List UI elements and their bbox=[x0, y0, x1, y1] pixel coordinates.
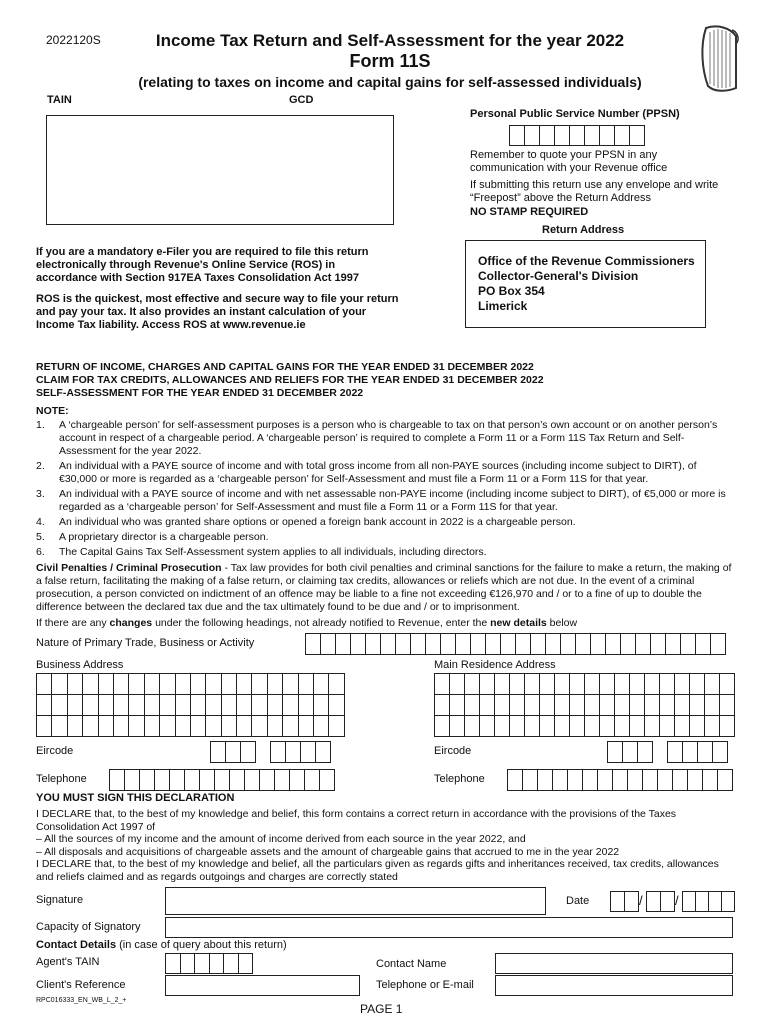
contact-details-title: Contact Details bbox=[36, 939, 117, 951]
gcd-label: GCD bbox=[289, 94, 314, 106]
eircode-routing-boxes-business[interactable] bbox=[210, 741, 256, 763]
ppsn-boxes[interactable] bbox=[510, 125, 645, 146]
capacity-label: Capacity of Signatory bbox=[36, 921, 141, 933]
note-item bbox=[36, 516, 736, 529]
declaration-text bbox=[36, 808, 736, 883]
eircode-unique-boxes-business[interactable] bbox=[270, 741, 331, 763]
return-address-line: Collector-General's Division bbox=[478, 269, 639, 283]
note-text: An individual with a PAYE source of income and with net assessable non-PAYE income (including income subject to DIRT), of €5,000 or more is regarded as a ‘chargeable person’ for Self-Assessment and must file a Form 11 or a Form 11S for that year. bbox=[59, 488, 726, 513]
return-address-line: PO Box 354 bbox=[478, 284, 545, 298]
tain-label: TAIN bbox=[47, 94, 72, 106]
note-number: 2. bbox=[36, 460, 45, 472]
penalties-paragraph bbox=[36, 562, 736, 614]
telephone-label-business: Telephone bbox=[36, 773, 87, 785]
form-subtitle: (relating to taxes on income and capital gains for self-assessed individuals) bbox=[138, 74, 642, 90]
note-item bbox=[36, 546, 736, 559]
harp-emblem-icon bbox=[696, 22, 742, 96]
return-address-label: Return Address bbox=[542, 224, 625, 236]
penalties-title: Civil Penalties / Criminal Prosecution bbox=[36, 562, 222, 574]
agents-tain-boxes[interactable] bbox=[165, 953, 253, 974]
date-label: Date bbox=[566, 895, 590, 907]
note-number: 5. bbox=[36, 531, 45, 543]
note-text: A ‘chargeable person’ for self-assessment purposes is a person who is chargeable to tax on that person’s own account or on another person’s account in respect of a chargeable period. A ‘chargeable person’ is required to complete a Form 11 or a Form 11S Tax Return and Self-Assessment for the year 2022. bbox=[59, 419, 718, 457]
signature-label: Signature bbox=[36, 894, 84, 906]
note-item bbox=[36, 460, 736, 486]
efiler-notice: If you are a mandatory e-Filer you are required to file this return electronically through Revenue's Online Service (ROS) in accordance with Section 917EA Taxes Consolidation Act 1997 bbox=[36, 246, 369, 284]
note-number: 6. bbox=[36, 546, 45, 558]
changes-text: If there are any bbox=[36, 617, 110, 629]
form-name: Form 11S bbox=[349, 51, 431, 71]
note-text: A proprietary director is a chargeable person. bbox=[59, 531, 269, 543]
nature-of-trade-boxes[interactable] bbox=[305, 633, 726, 655]
note-text: An individual who was granted share options or opened a foreign bank account in 2022 is a chargeable person. bbox=[59, 516, 576, 528]
note-item bbox=[36, 419, 736, 458]
main-residence-label: Main Residence Address bbox=[434, 659, 556, 671]
business-address-label: Business Address bbox=[36, 659, 124, 671]
declaration-line: I DECLARE that, to the best of my knowledge and belief, this form contains a correct return in accordance with the provisions of the Taxes Consolidation Act 1997 of bbox=[36, 808, 677, 833]
heading-claim-credits: CLAIM FOR TAX CREDITS, ALLOWANCES AND RELIEFS FOR THE YEAR ENDED 31 DECEMBER 2022 bbox=[36, 374, 544, 386]
declaration-line: I DECLARE that, to the best of my knowledge and belief, all the particulars given as regards gifts and inheritances received, tax credits, allowances and reliefs claimed and as regards outgoings and charges are correctly stated bbox=[36, 858, 719, 883]
note-number: 1. bbox=[36, 419, 45, 431]
contact-name-field[interactable] bbox=[495, 953, 733, 974]
date-year-boxes[interactable] bbox=[682, 891, 735, 912]
ppsn-label: Personal Public Service Number (PPSN) bbox=[470, 108, 680, 120]
note-item bbox=[36, 488, 736, 514]
date-month-boxes[interactable] bbox=[646, 891, 675, 912]
no-stamp-required: NO STAMP REQUIRED bbox=[470, 206, 589, 218]
return-address-line: Limerick bbox=[478, 299, 528, 313]
declaration-title: YOU MUST SIGN THIS DECLARATION bbox=[36, 792, 235, 804]
telephone-email-field[interactable] bbox=[495, 975, 733, 996]
declaration-line: – All the sources of my income and the amount of income derived from each source in the year 2022, and bbox=[36, 833, 526, 845]
note-item bbox=[36, 531, 736, 544]
new-details-bold: new details bbox=[490, 617, 547, 629]
date-day-boxes[interactable] bbox=[610, 891, 639, 912]
telephone-email-label: Telephone or E-mail bbox=[376, 979, 474, 991]
capacity-field[interactable] bbox=[165, 917, 733, 938]
page-number: PAGE 1 bbox=[360, 1002, 403, 1016]
footer-code: RPC016333_EN_WB_L_2_+ bbox=[36, 997, 127, 1004]
signature-field[interactable] bbox=[165, 887, 546, 915]
changes-text: below bbox=[546, 617, 578, 629]
contact-name-label: Contact Name bbox=[376, 958, 447, 970]
ros-notice: ROS is the quickest, most effective and secure way to file your return and pay your tax. It also provides an instant calculation of your Income Tax liability. Access ROS at www.revenue.ie bbox=[36, 293, 399, 331]
penalties-text: - Tax law provides for both civil penalties and criminal sanctions for the failure to make a return, the making of a false return, facilitating the making of a false return, or claiming tax credits, allowances or reliefs which are not due. In the event of a criminal prosecution, a person convicted on indictment of an offence may be liable to a fine not exceeding €126,970 and / or to a fine of up to double the difference between the declared tax due and the tax ultimately found to be due and / or to imprisonment. bbox=[36, 562, 732, 613]
telephone-label-residence: Telephone bbox=[434, 773, 485, 785]
agents-tain-label: Agent's TAIN bbox=[36, 956, 100, 968]
contact-details-note: (in case of query about this return) bbox=[116, 939, 287, 951]
return-address-line: Office of the Revenue Commissioners bbox=[478, 254, 695, 268]
note-number: 3. bbox=[36, 488, 45, 500]
business-address-boxes[interactable] bbox=[36, 673, 345, 737]
form-title: Income Tax Return and Self-Assessment for the year 2022 bbox=[155, 31, 625, 50]
heading-self-assessment: SELF-ASSESSMENT FOR THE YEAR ENDED 31 DECEMBER 2022 bbox=[36, 387, 364, 399]
date-separator: / bbox=[639, 893, 643, 908]
main-residence-boxes[interactable] bbox=[434, 673, 735, 737]
clients-reference-label: Client's Reference bbox=[36, 979, 126, 991]
note-text: The Capital Gains Tax Self-Assessment system applies to all individuals, including directors. bbox=[59, 546, 487, 558]
date-separator: / bbox=[675, 893, 679, 908]
clients-reference-field[interactable] bbox=[165, 975, 360, 996]
heading-return-of-income: RETURN OF INCOME, CHARGES AND CAPITAL GAINS FOR THE YEAR ENDED 31 DECEMBER 2022 bbox=[36, 361, 534, 373]
eircode-label-business: Eircode bbox=[36, 745, 74, 757]
changes-text: under the following headings, not already notified to Revenue, enter the bbox=[152, 617, 491, 629]
notes-section bbox=[36, 405, 736, 559]
return-address-box bbox=[465, 240, 706, 328]
telephone-boxes-residence[interactable] bbox=[507, 769, 733, 791]
declaration-line: – All disposals and acquisitions of chargeable assets and the amount of chargeable gains that accrued to me in the year 2022 bbox=[36, 845, 620, 858]
note-number: 4. bbox=[36, 516, 45, 528]
freepost-note: If submitting this return use any envelope and write “Freepost” above the Return Address bbox=[470, 179, 719, 204]
form-code: 2022120S bbox=[46, 33, 101, 47]
office-use-box bbox=[46, 115, 394, 225]
eircode-routing-boxes-residence[interactable] bbox=[607, 741, 653, 763]
contact-details-heading bbox=[36, 939, 287, 951]
nature-of-trade-label: Nature of Primary Trade, Business or Activity bbox=[36, 637, 255, 649]
changes-bold: changes bbox=[109, 617, 153, 629]
ppsn-reminder: Remember to quote your PPSN in any communication with your Revenue office bbox=[470, 149, 668, 174]
telephone-boxes-business[interactable] bbox=[109, 769, 335, 791]
eircode-label-residence: Eircode bbox=[434, 745, 472, 757]
note-title: NOTE: bbox=[36, 405, 69, 417]
eircode-unique-boxes-residence[interactable] bbox=[667, 741, 728, 763]
note-text: An individual with a PAYE source of income and with total gross income from all non-PAYE sources (including income subject to DIRT), of €30,000 or more is regarded as a ‘chargeable person’ for Self-Assessment and must file a Form 11 or a Form 11S for that year. bbox=[59, 460, 697, 485]
changes-instruction bbox=[36, 617, 736, 629]
